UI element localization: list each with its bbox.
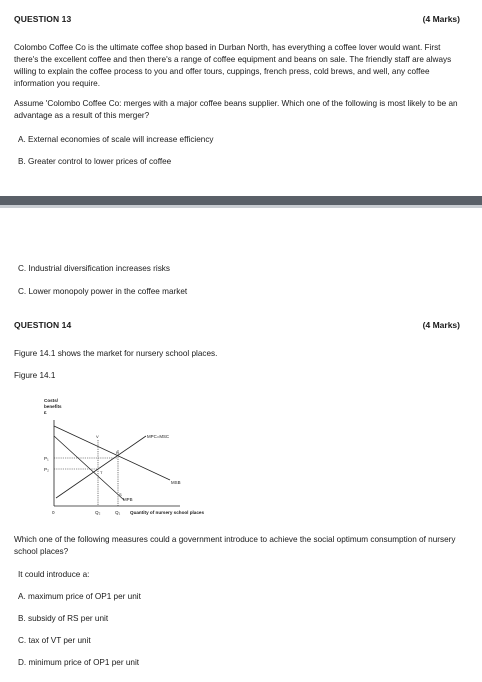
- supply-curve-label: MPC=MSC: [147, 434, 170, 439]
- y-axis-label-line1: Costs/: [44, 398, 59, 403]
- figure-14-1-diagram: [30, 392, 240, 522]
- q2-label: Q₂: [95, 510, 101, 515]
- mpb-curve-label: MPB: [123, 497, 133, 502]
- q14-option-a[interactable]: A. maximum price of OP1 per unit: [18, 592, 141, 601]
- page-divider: [0, 196, 482, 205]
- question-14-lead: It could introduce a:: [18, 570, 90, 579]
- question-13-intro: Colombo Coffee Co is the ultimate coffee shop based in Durban North, has everything a coffee lover would want. First there's the excellent coffee and then there's a range of coffee equipment and beans on sale. The friendly staff are always willing to explain the coffee process to you and offer tours, cuppings, french press, cold brews, and well, any coffee information you require.: [14, 43, 452, 88]
- question-14-title: QUESTION 14: [14, 320, 72, 330]
- question-13-prompt: Assume 'Colombo Coffee Co: merges with a major coffee beans supplier. Which one of the following is most likely to be an advantage as a result of this merger?: [14, 99, 458, 120]
- q13-option-c-2[interactable]: C. Lower monopoly power in the coffee market: [18, 287, 188, 296]
- msb-curve-label: MSB: [171, 480, 181, 485]
- x-axis-label: Quantity of nursery school places: [130, 510, 205, 515]
- figure-intro: Figure 14.1 shows the market for nursery school places.: [14, 349, 218, 358]
- q14-option-b[interactable]: B. subsidy of RS per unit: [18, 614, 109, 623]
- origin-label: 0: [52, 510, 55, 515]
- price-p1-label: P₁: [44, 456, 49, 461]
- q13-option-c-1[interactable]: C. Industrial diversification increases risks: [18, 264, 170, 273]
- point-s-label: S: [119, 492, 122, 497]
- supply-curve: [56, 436, 146, 498]
- page-divider-shadow: [0, 205, 482, 208]
- mpb-curve: [54, 436, 124, 500]
- point-t-label: T: [100, 470, 103, 475]
- y-axis-unit: £: [44, 410, 47, 415]
- q1-label: Q₁: [115, 510, 121, 515]
- y-axis-label-line2: benefits: [44, 404, 62, 409]
- q14-option-c[interactable]: C. tax of VT per unit: [18, 636, 91, 645]
- q14-option-d[interactable]: D. minimum price of OP1 per unit: [18, 658, 140, 667]
- question-14-marks: (4 Marks): [422, 320, 460, 330]
- point-r-label: R: [116, 450, 119, 455]
- point-v-label: V: [96, 434, 99, 439]
- price-p2-label: P₂: [44, 467, 49, 472]
- figure-label: Figure 14.1: [14, 371, 56, 380]
- q13-option-a[interactable]: A. External economies of scale will increase efficiency: [18, 135, 214, 144]
- question-13-title: QUESTION 13: [14, 14, 72, 24]
- question-13-marks: (4 Marks): [422, 14, 460, 24]
- q13-option-b[interactable]: B. Greater control to lower prices of coffee: [18, 157, 172, 166]
- question-14-prompt: Which one of the following measures could a government introduce to achieve the social optimum consumption of nursery school places?: [14, 535, 456, 556]
